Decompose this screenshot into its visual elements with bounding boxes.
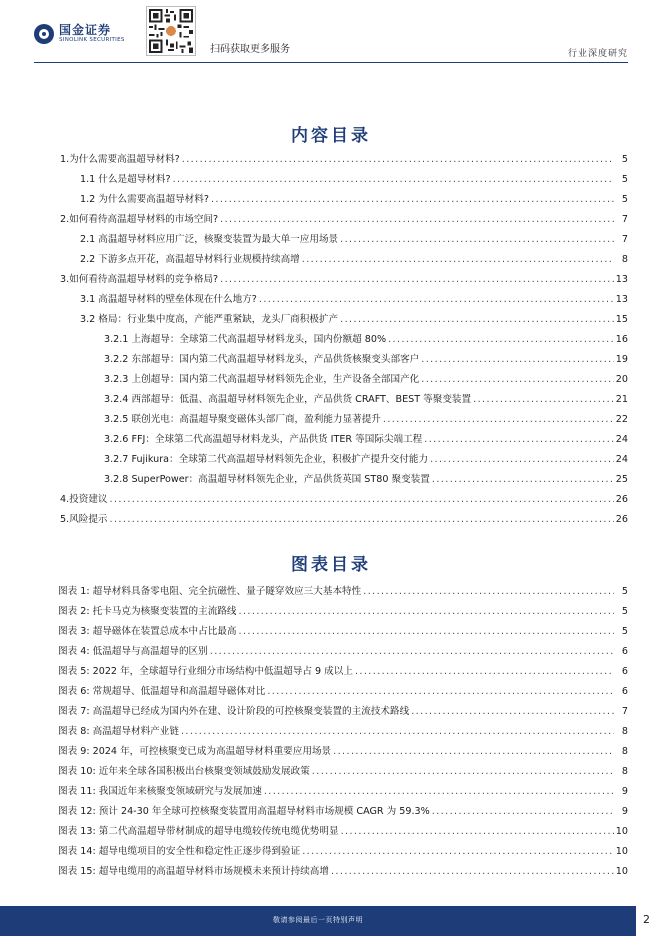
figure-entry[interactable]: 图表 2: 托卡马克为核聚变装置的主流路线 ..... 5 — [58, 604, 628, 618]
figure-entry[interactable]: 图表 4: 低温超导与高温超导的区别 ..... 6 — [58, 644, 628, 658]
figure-entry[interactable]: 图表 14: 超导电缆项目的安全性和稳定性正逐步得到验证 ..... 10 — [58, 844, 628, 858]
toc-entry[interactable]: 3.2.1 上海超导：全球第二代高温超导材料龙头，国内份额超 80% ..... 16 — [104, 332, 628, 346]
figure-entry[interactable]: 图表 8: 高温超导材料产业链 ..... 8 — [58, 724, 628, 738]
figure-entry[interactable]: 图表 11: 我国近年来核聚变领域研究与发展加速 ..... 9 — [58, 784, 628, 798]
toc-entry[interactable]: 2.1 高温超导材料应用广泛，核聚变装置为最大单一应用场景 ..... 7 — [80, 232, 628, 246]
qr-code-icon[interactable] — [146, 6, 196, 56]
logo-icon — [34, 24, 54, 44]
figure-entry[interactable]: 图表 15: 超导电缆用的高温超导材料市场规模未来预计持续高增 ..... 10 — [58, 864, 628, 878]
figure-entry[interactable]: 图表 7: 高温超导已经成为国内外在建、设计阶段的可控核聚变装置的主流技术路线 ..... 7 — [58, 704, 628, 718]
toc-entry[interactable]: 1.1 什么是超导材料? ..... 5 — [80, 172, 628, 186]
toc-entry[interactable]: 3.2.2 东部超导：国内第二代高温超导材料龙头，产品供货核聚变头部客户 ..... 19 — [104, 352, 628, 366]
figure-entry[interactable]: 图表 1: 超导材料具备零电阻、完全抗磁性、量子隧穿效应三大基本特性 ..... 5 — [58, 584, 628, 598]
toc-entry[interactable]: 3.2.7 Fujikura：全球第二代高温超导材料领先企业，积极扩产提升交付能力 ..... 24 — [104, 452, 628, 466]
toc-title: 内容目录 — [291, 126, 371, 146]
figure-entry[interactable]: 图表 6: 常规超导、低温超导和高温超导磁体对比 ..... 6 — [58, 684, 628, 698]
figure-entry[interactable]: 图表 12: 预计 24-30 年全球可控核聚变装置用高温超导材料市场规模 CAGR 为 59.3% ..... 9 — [58, 804, 628, 818]
toc-entry[interactable]: 3.2.3 上创超导：国内第二代高温超导材料领先企业，生产设备全部国产化 ..... 20 — [104, 372, 628, 386]
toc-entry[interactable]: 4.投资建议 ..... 26 — [60, 492, 628, 506]
toc-entry[interactable]: 3.2.6 FFJ：全球第二代高温超导材料龙头，产品供货 ITER 等国际尖端工程 ..... 24 — [104, 432, 628, 446]
company-logo — [34, 24, 125, 44]
toc-entry[interactable]: 2.2 下游多点开花，高温超导材料行业规模持续高增 ..... 8 — [80, 252, 628, 266]
figure-entry[interactable]: 图表 3: 超导磁体在装置总成本中占比最高 ..... 5 — [58, 624, 628, 638]
toc-entry[interactable]: 1.2 为什么需要高温超导材料? ..... 5 — [80, 192, 628, 206]
toc-entry[interactable]: 2.如何看待高温超导材料的市场空间? ..... 7 — [60, 212, 628, 226]
figures-title: 图表目录 — [291, 555, 371, 575]
report-type-label: 行业深度研究 — [567, 49, 628, 59]
toc-entry[interactable]: 3.1 高温超导材料的壁垒体现在什么地方? ..... 13 — [80, 292, 628, 306]
page-number: 2 — [643, 913, 650, 926]
figure-entry[interactable]: 图表 13: 第二代高温超导带材制成的超导电缆较传统电缆优势明显 ..... 10 — [58, 824, 628, 838]
header-divider — [34, 62, 628, 63]
figure-entry[interactable]: 图表 10: 近年来全球各国积极出台核聚变领域鼓励发展政策 ..... 8 — [58, 764, 628, 778]
toc-entry[interactable]: 5.风险提示 ..... 26 — [60, 512, 628, 526]
toc-entry[interactable]: 3.2.5 联创光电：高温超导聚变磁体头部厂商，盈利能力显著提升 ..... 22 — [104, 412, 628, 426]
toc-entry[interactable]: 3.2.4 西部超导：低温、高温超导材料领先企业，产品供货 CRAFT、BEST 等聚变装置 ..... 21 — [104, 392, 628, 406]
figure-entry[interactable]: 图表 9: 2024 年，可控核聚变已成为高温超导材料重要应用场景 ..... 8 — [58, 744, 628, 758]
footer-disclaimer: 敬请参阅最后一页特别声明 — [273, 916, 363, 924]
toc-entry[interactable]: 3.2 格局：行业集中度高，产能严重紧缺，龙头厂商积极扩产 ..... 15 — [80, 312, 628, 326]
toc-entry[interactable]: 1.为什么需要高温超导材料? ..... 5 — [60, 152, 628, 166]
figure-entry[interactable]: 图表 5: 2022 年，全球超导行业细分市场结构中低温超导占 9 成以上 ..... 6 — [58, 664, 628, 678]
scan-prompt-text: 扫码获取更多服务 — [210, 44, 290, 55]
toc-entry[interactable]: 3.2.8 SuperPower：高温超导材料领先企业，产品供货英国 ST80 聚变装置 ..... 25 — [104, 472, 628, 486]
logo-en-text: SINOLINK SECURITIES — [59, 37, 125, 43]
toc-entry[interactable]: 3.如何看待高温超导材料的竞争格局? ..... 13 — [60, 272, 628, 286]
logo-cn-text: 国金证券 — [59, 23, 112, 37]
